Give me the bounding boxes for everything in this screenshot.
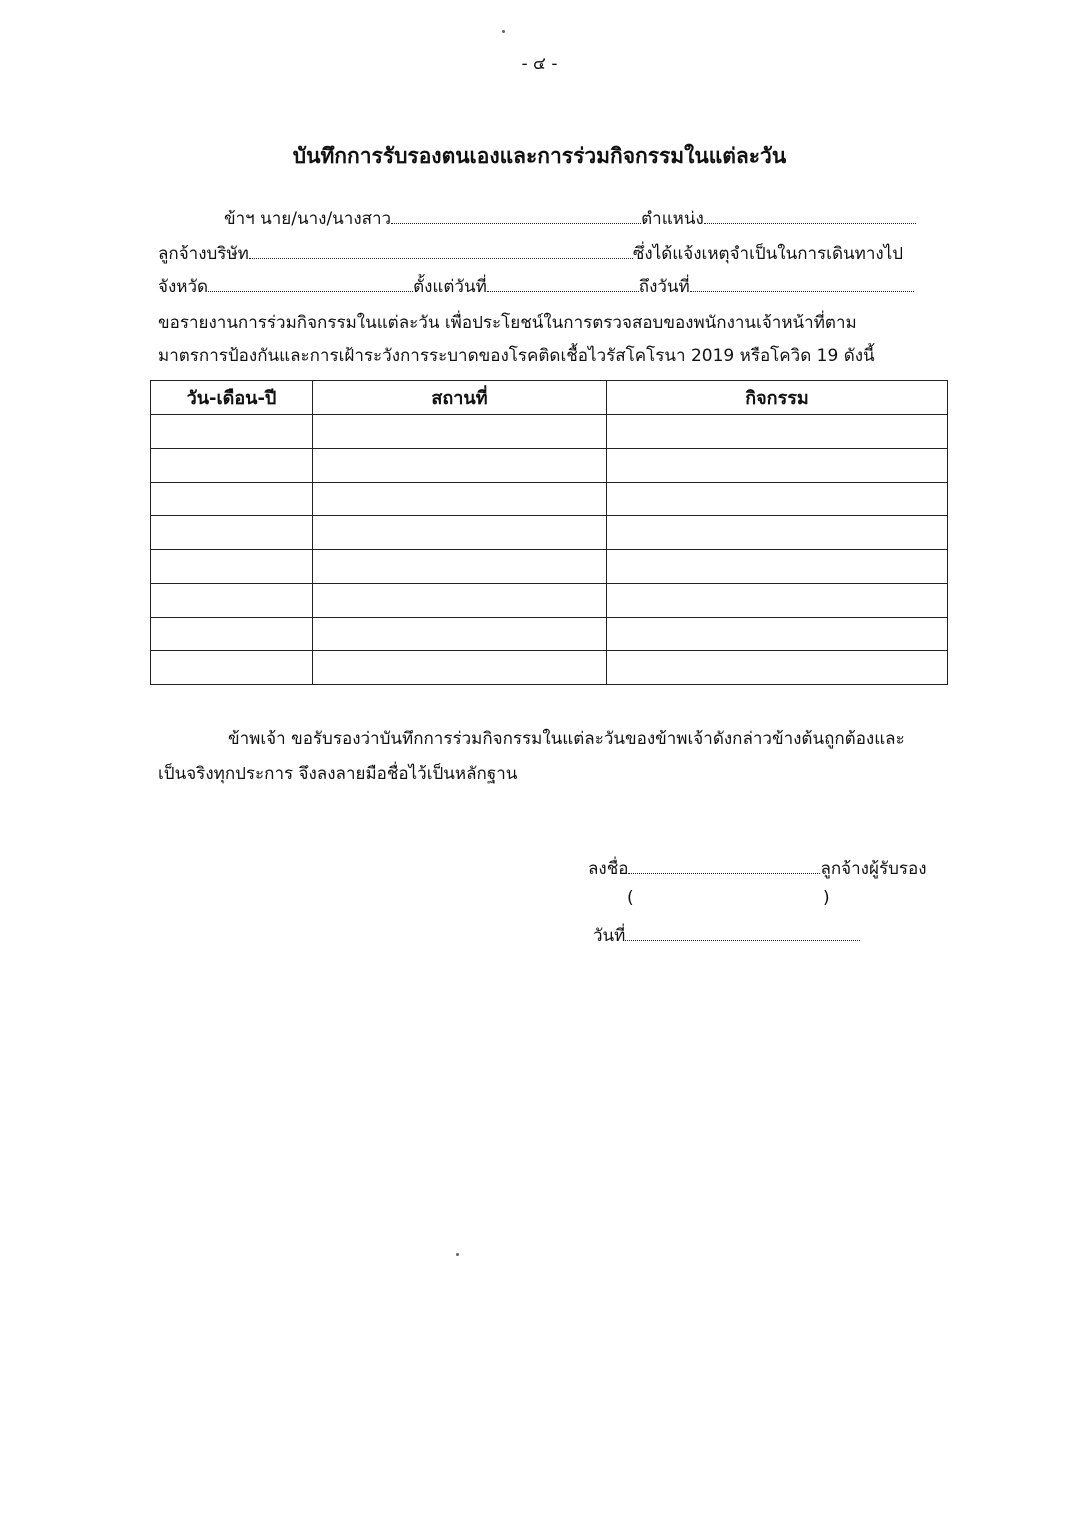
table-row [151,482,948,516]
company-fill-line [249,257,633,259]
scan-speck [456,1253,459,1256]
date-cell[interactable] [151,583,313,617]
report-line-1: ขอรายงานการร่วมกิจกรรมในแต่ละวัน เพื่อประโยชน์ในการตรวจสอบของพนักงานเจ้าหน้าที่ตาม [158,313,857,333]
header-place: สถานที่ [313,381,607,415]
name-fill-line [391,222,641,224]
table-row [151,516,948,550]
sign-label: ลงชื่อ [588,859,629,879]
activity-cell[interactable] [607,415,948,449]
header-activity: กิจกรรม [607,381,948,415]
position-label: ตำแหน่ง [641,209,704,229]
date-cell[interactable] [151,482,313,516]
name-position-line [158,205,934,232]
name-close-paren: ) [823,888,830,908]
position-fill-line [704,222,916,224]
activity-cell[interactable] [607,448,948,482]
activity-cell[interactable] [607,550,948,584]
header-date: วัน-เดือน-ปี [151,381,313,415]
certification-line-1: ข้าพเจ้า ขอรับรองว่าบันทึกการร่วมกิจกรรมในแต่ละวันของข้าพเจ้าดังกล่าวข้างต้นถูกต้องและ [228,729,905,749]
activity-cell[interactable] [607,617,948,651]
name-open-paren: ( [627,888,634,908]
place-cell[interactable] [313,516,607,550]
date-label: วันที่ [593,926,626,946]
place-cell[interactable] [313,415,607,449]
table-row [151,415,948,449]
activity-cell[interactable] [607,482,948,516]
table-row [151,448,948,482]
signature-date-fill-line [625,939,860,941]
place-cell[interactable] [313,583,607,617]
province-fill-line [208,290,413,292]
activity-cell[interactable] [607,583,948,617]
certification-line-2: เป็นจริงทุกประการ จึงลงลายมือชื่อไว้เป็นหลักฐาน [158,764,518,784]
activity-table [150,380,948,685]
place-cell[interactable] [313,550,607,584]
date-cell[interactable] [151,550,313,584]
report-line-2: มาตรการป้องกันและการเฝ้าระวังการระบาดของโรคติดเชื้อไวรัสโคโรนา 2019 หรือโควิด 19 ดังนี้ [158,346,875,366]
travel-reason-text: ซึ่งได้แจ้งเหตุจำเป็นในการเดินทางไป [632,244,904,264]
scan-speck [502,30,505,33]
activity-cell[interactable] [607,651,948,685]
table-row [151,583,948,617]
date-cell[interactable] [151,448,313,482]
date-cell[interactable] [151,516,313,550]
place-cell[interactable] [313,651,607,685]
table-row [151,550,948,584]
date-cell[interactable] [151,415,313,449]
signature-date-line [593,922,860,949]
activity-cell[interactable] [607,516,948,550]
from-date-label: ตั้งแต่วันที่ [413,277,487,297]
date-cell[interactable] [151,617,313,651]
employer-line [158,240,934,267]
to-date-fill-line [690,290,914,292]
province-label: จังหวัด [158,277,209,297]
table-row [151,651,948,685]
date-cell[interactable] [151,651,313,685]
signature-fill-line [628,872,820,874]
certifier-role-label: ลูกจ้างผู้รับรอง [820,859,927,879]
employee-label: ลูกจ้างบริษัท [158,244,249,264]
table-header-row [151,381,948,415]
to-date-label: ถึงวันที่ [638,277,690,297]
document-title: บันทึกการรับรองตนเองและการร่วมกิจกรรมในแต่ละวัน [292,144,787,168]
place-cell[interactable] [313,482,607,516]
province-date-line [158,273,934,300]
place-cell[interactable] [313,617,607,651]
self-prefix-label: ข้าฯ นาย/นาง/นางสาว [224,209,392,229]
place-cell[interactable] [313,448,607,482]
signature-line [588,855,927,882]
page-number: - ๔ - [521,54,558,74]
table-row [151,617,948,651]
from-date-fill-line [487,290,639,292]
